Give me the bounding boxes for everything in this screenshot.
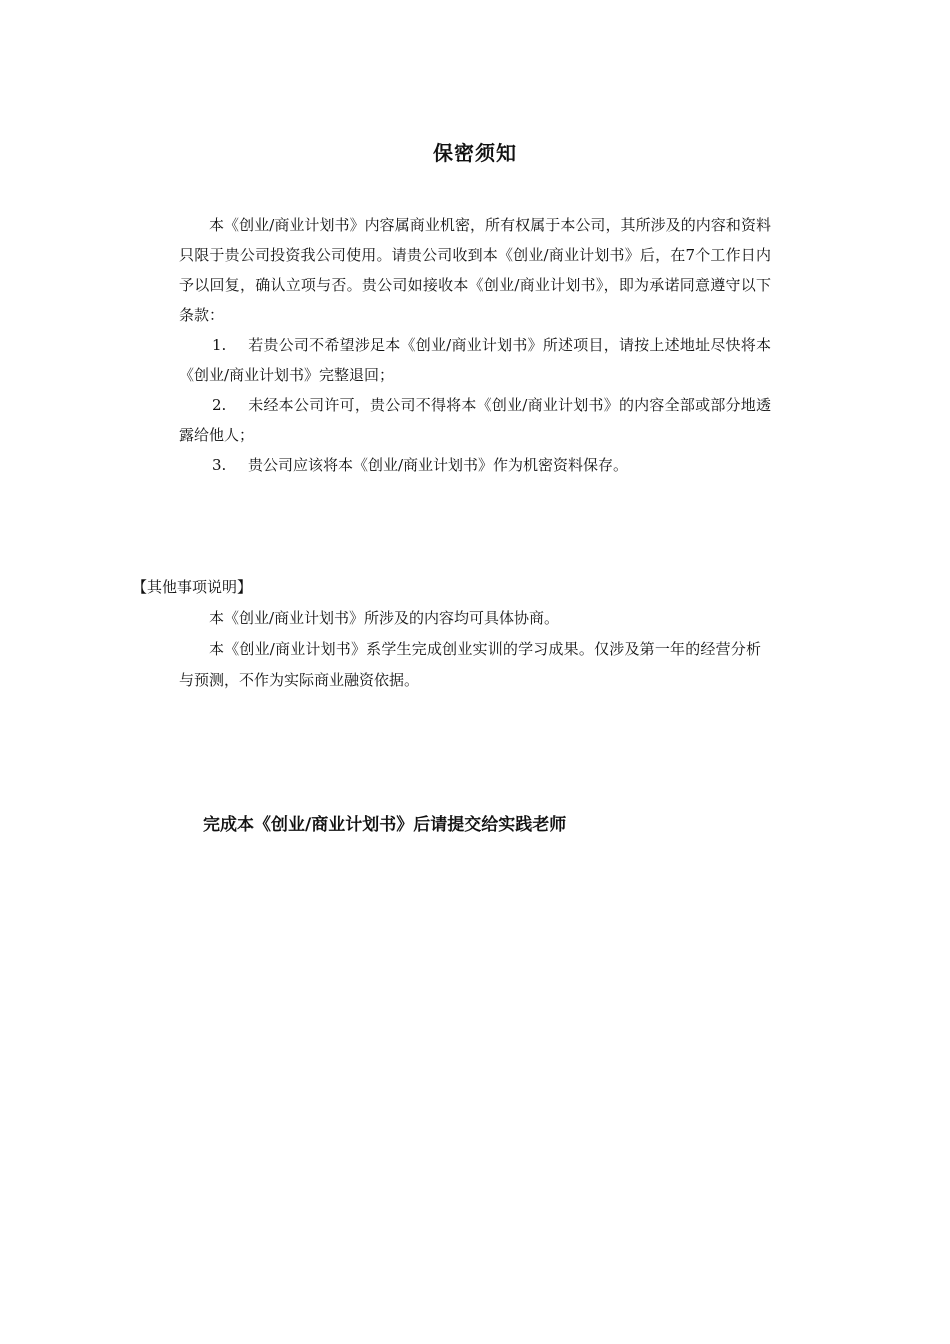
clause-number: 1. <box>212 336 227 354</box>
other-matters-heading: 【其他事项说明】 <box>132 578 253 596</box>
submission-note: 完成本《创业/商业计划书》后请提交给实践老师 <box>203 815 567 835</box>
clause-text: 贵公司应该将本《创业/商业计划书》作为机密资料保存。 <box>248 456 629 474</box>
confidentiality-body <box>179 210 771 480</box>
other-matters-body <box>179 603 761 696</box>
clause-number: 2. <box>212 396 227 414</box>
clause-text: 若贵公司不希望涉足本《创业/商业计划书》所述项目，请按上述地址尽快将本《创业/商业计划书》完整退回； <box>179 336 771 384</box>
clause-item <box>179 390 771 450</box>
clause-text: 未经本公司许可，贵公司不得将本《创业/商业计划书》的内容全部或部分地透露给他人； <box>179 396 771 444</box>
other-paragraph: 本《创业/商业计划书》系学生完成创业实训的学习成果。仅涉及第一年的经营分析与预测，不作为实际商业融资依据。 <box>179 640 761 689</box>
intro-paragraph: 本《创业/商业计划书》内容属商业机密，所有权属于本公司，其所涉及的内容和资料只限于贵公司投资我公司使用。请贵公司收到本《创业/商业计划书》后，在7个工作日内予以回复，确认立项与否。贵公司如接收本《创业/商业计划书》，即为承诺同意遵守以下条款： <box>179 216 771 324</box>
other-paragraph: 本《创业/商业计划书》所涉及的内容均可具体协商。 <box>209 609 560 627</box>
page-title: 保密须知 <box>433 141 517 165</box>
clause-item <box>179 330 771 390</box>
clause-number: 3. <box>212 456 227 474</box>
clause-item <box>179 450 771 480</box>
